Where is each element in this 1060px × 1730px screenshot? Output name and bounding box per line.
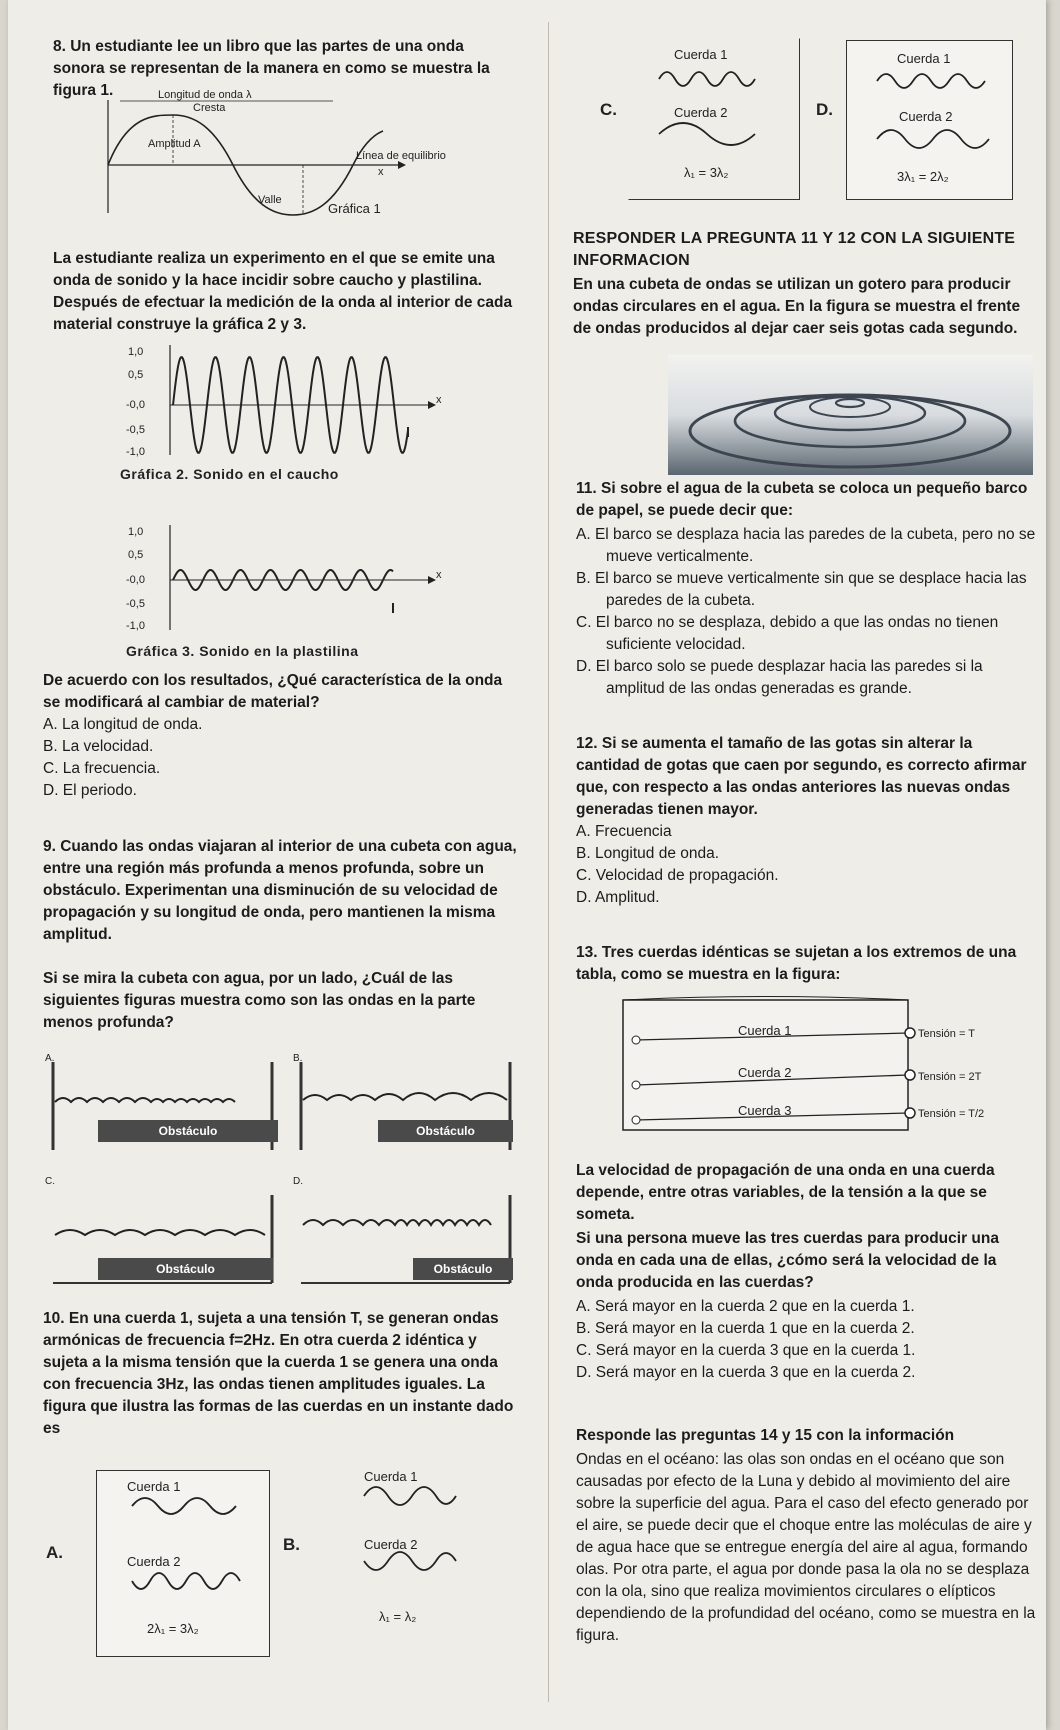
q10-d-equation: 3λ₁ = 2λ₂ bbox=[897, 169, 949, 184]
q9-fig-a-letter[interactable]: A. bbox=[45, 1053, 55, 1064]
q8-intro bbox=[53, 36, 518, 102]
q9-fig-a-obstacle: Obstáculo bbox=[98, 1120, 278, 1142]
q9-fig-c-letter[interactable]: C. bbox=[45, 1176, 55, 1187]
q13-option-c[interactable]: C. Será mayor en la cuerda 3 que en la cuerda 1. bbox=[576, 1342, 916, 1359]
info-14-title: Responde las preguntas 14 y 15 con la información bbox=[576, 1427, 955, 1444]
q10-a-equation: 2λ₁ = 3λ₂ bbox=[147, 1621, 199, 1636]
q10-d-strings bbox=[847, 41, 1012, 199]
figure-1-caption: Gráfica 1 bbox=[328, 201, 381, 216]
q10-option-b-letter[interactable]: B. bbox=[283, 1535, 300, 1554]
q8-question bbox=[43, 670, 523, 802]
amplitude-label: Amplitud A bbox=[148, 138, 201, 150]
figure-1-wave bbox=[98, 89, 446, 220]
q8-option-c[interactable]: C. La frecuencia. bbox=[43, 760, 161, 777]
wavelength-label: Longitud de onda λ bbox=[158, 89, 252, 101]
q13-option-d[interactable]: D. Será mayor en la cuerda 3 que en la cuerda 2. bbox=[576, 1364, 916, 1381]
g2-tick-4: -0,5 bbox=[126, 424, 145, 436]
q10-b-strings bbox=[309, 1461, 479, 1661]
q9 bbox=[43, 836, 523, 1034]
q9-fig-d-letter[interactable]: D. bbox=[293, 1176, 303, 1187]
crest-label: Cresta bbox=[193, 102, 226, 114]
q10-option-d-box[interactable] bbox=[846, 40, 1013, 200]
q13-cuerda1: Cuerda 1 bbox=[738, 1023, 792, 1038]
q8-option-d[interactable]: D. El periodo. bbox=[43, 782, 137, 799]
q12-option-a[interactable]: A. Frecuencia bbox=[576, 823, 672, 840]
q8-text bbox=[53, 248, 523, 336]
q10-text: 10. En una cuerda 1, sujeta a una tensión T, se generan ondas armónicas de frecuencia f=2Hz. En otra cuerda 2 idéntica y sujeta a la misma tensión que la cuerda 1 se genera una onda con frecuencia 3Hz, las ondas tienen amplitudes iguales. La figura que ilustra las formas de las cuerdas en un instante dado es bbox=[43, 1310, 514, 1437]
ripple-tank-image bbox=[668, 355, 1033, 475]
trough-label: Valle bbox=[258, 194, 282, 206]
info-14-15 bbox=[576, 1425, 1036, 1647]
q10-option-a-letter[interactable]: A. bbox=[46, 1543, 63, 1562]
q10-d-cuerda1: Cuerda 1 bbox=[897, 51, 951, 66]
q9-fig-b-obstacle: Obstáculo bbox=[378, 1120, 513, 1142]
q10-option-d-letter[interactable]: D. bbox=[816, 100, 833, 119]
q10-b-cuerda1: Cuerda 1 bbox=[364, 1469, 418, 1484]
q13-tension2: Tensión = 2T bbox=[918, 1071, 982, 1083]
q10-a-strings bbox=[97, 1471, 269, 1656]
q10-d-cuerda2: Cuerda 2 bbox=[899, 109, 953, 124]
info-11-title: RESPONDER LA PREGUNTA 11 Y 12 CON LA SIGUIENTE INFORMACION bbox=[573, 230, 1016, 269]
q10-a-cuerda1: Cuerda 1 bbox=[127, 1479, 181, 1494]
q11-question: 11. Si sobre el agua de la cubeta se coloca un pequeño barco de papel, se puede decir que: bbox=[576, 480, 1028, 519]
q13-text-2: Si una persona mueve las tres cuerdas para producir una onda en cada una de ellas, ¿cómo será la velocidad de la onda producida en las cuerdas? bbox=[576, 1230, 999, 1291]
exam-sheet bbox=[8, 0, 1046, 1730]
q13-tension1: Tensión = T bbox=[918, 1028, 975, 1040]
q13-body bbox=[576, 1160, 1036, 1384]
q10-c-equation: λ₁ = 3λ₂ bbox=[684, 165, 729, 180]
q13-option-a[interactable]: A. Será mayor en la cuerda 2 que en la cuerda 1. bbox=[576, 1298, 915, 1315]
q11 bbox=[576, 478, 1036, 700]
q10-b-cuerda2: Cuerda 2 bbox=[364, 1537, 418, 1552]
g2-tick-2: 0,5 bbox=[128, 369, 144, 381]
q12-option-c[interactable]: C. Velocidad de propagación. bbox=[576, 867, 779, 884]
g3-tick-4: -0,5 bbox=[126, 598, 145, 610]
g3-tick-5: -1,0 bbox=[126, 620, 145, 632]
q8-option-b[interactable]: B. La velocidad. bbox=[43, 738, 154, 755]
q11-option-b[interactable]: B. El barco se mueve verticalmente sin que se desplace hacia las paredes de la cubeta. bbox=[576, 570, 1027, 609]
q10-c-cuerda1: Cuerda 1 bbox=[674, 47, 728, 62]
q8-question-text: De acuerdo con los resultados, ¿Qué característica de la onda se modificará al cambiar de material? bbox=[43, 672, 503, 711]
g2-tick-3: -0,0 bbox=[126, 399, 145, 411]
q13-text-1: La velocidad de propagación de una onda en una cuerda depende, entre otras variables, de la tensión a la que se someta. bbox=[576, 1162, 995, 1223]
info-14-text: Ondas en el océano: las olas son ondas en el océano que son causadas por efecto de la Luna y debido al movimiento del aire sobre la superficie del agua. Para el caso del efecto generado por el aire, se puede decir que el choque entre las moléculas de aire y de agua hace que se entregue energía del aire al agua, formando olas. Por otra parte, el agua por donde pasa la ola no se desplaza con la ola, sino que realiza movimientos circulares o elípticos dependiendo de la profundidad del océano, como se muestra en la figura. bbox=[576, 1451, 1036, 1644]
column-divider bbox=[548, 22, 549, 1702]
g3-x-label: x bbox=[436, 569, 442, 581]
q13-cuerda2: Cuerda 2 bbox=[738, 1065, 792, 1080]
g3-tick-2: 0,5 bbox=[128, 549, 144, 561]
q13-cuerda3: Cuerda 3 bbox=[738, 1103, 792, 1118]
q9-text-2: Si se mira la cubeta con agua, por un lado, ¿Cuál de las siguientes figuras muestra como son las ondas en la parte menos profunda? bbox=[43, 970, 476, 1031]
q10-option-c-box[interactable] bbox=[628, 38, 800, 200]
info-11-text: En una cubeta de ondas se utilizan un gotero para producir ondas circulares en el agua. En la figura se muestra el frente de ondas producidos al dejar caer seis gotas cada segundo. bbox=[573, 276, 1021, 337]
q10 bbox=[43, 1308, 523, 1440]
q10-c-cuerda2: Cuerda 2 bbox=[674, 105, 728, 120]
q10-option-a-box[interactable] bbox=[96, 1470, 270, 1657]
q10-c-strings bbox=[629, 39, 799, 199]
q9-fig-b-letter[interactable]: B. bbox=[293, 1053, 303, 1064]
q10-b-equation: λ₁ = λ₂ bbox=[379, 1609, 417, 1624]
q8-option-a[interactable]: A. La longitud de onda. bbox=[43, 716, 203, 733]
q9-fig-c-obstacle: Obstáculo bbox=[98, 1258, 273, 1280]
graph-3-clay bbox=[118, 525, 448, 650]
q10-a-cuerda2: Cuerda 2 bbox=[127, 1554, 181, 1569]
q13-option-b[interactable]: B. Será mayor en la cuerda 1 que en la cuerda 2. bbox=[576, 1320, 915, 1337]
graph-3-caption: Gráfica 3. Sonido en la plastilina bbox=[126, 643, 359, 659]
g3-tick-1: 1,0 bbox=[128, 526, 144, 538]
q8-intro-text: 8. Un estudiante lee un libro que las partes de una onda sonora se representan de la manera en como se muestra la figura 1. bbox=[53, 38, 490, 99]
q9-fig-d-obstacle: Obstáculo bbox=[413, 1258, 513, 1280]
g2-x-label: x bbox=[436, 394, 442, 406]
q8-experiment-text: La estudiante realiza un experimento en el que se emite una onda de sonido y la hace incidir sobre caucho y plastilina. Después de efectuar la medición de la onda al interior de cada material construye la gráfica 2 y 3. bbox=[53, 250, 513, 333]
q11-option-c[interactable]: C. El barco no se desplaza, debido a que las ondas no tienen suficiente velocidad. bbox=[576, 614, 999, 653]
g3-tick-3: -0,0 bbox=[126, 574, 145, 586]
g2-tick-1: 1,0 bbox=[128, 346, 144, 358]
graph-2-caption: Gráfica 2. Sonido en el caucho bbox=[120, 466, 339, 482]
g2-tick-5: -1,0 bbox=[126, 446, 145, 458]
q10-option-c-letter[interactable]: C. bbox=[600, 100, 617, 119]
x-label: x bbox=[378, 166, 384, 178]
q13-question: 13. Tres cuerdas idénticas se sujetan a los extremos de una tabla, como se muestra en la figura: bbox=[576, 944, 1017, 983]
graph-2-rubber bbox=[118, 345, 448, 475]
q12-option-b[interactable]: B. Longitud de onda. bbox=[576, 845, 720, 862]
q12-option-d[interactable]: D. Amplitud. bbox=[576, 889, 660, 906]
q13-tension3: Tensión = T/2 bbox=[918, 1108, 985, 1120]
q11-option-d[interactable]: D. El barco solo se puede desplazar hacia las paredes si la amplitud de las ondas generadas es grande. bbox=[576, 658, 983, 697]
q9-text-1: 9. Cuando las ondas viajaran al interior de una cubeta con agua, entre una región más profunda a menos profunda, sobre un obstáculo. Experimentan una disminución de su velocidad de propagación y su longitud de onda, pero mantienen la misma amplitud. bbox=[43, 838, 517, 943]
q11-option-a[interactable]: A. El barco se desplaza hacia las paredes de la cubeta, pero no se mueve verticalmente. bbox=[576, 526, 1036, 565]
q13-board-figure bbox=[618, 995, 1028, 1135]
q10-option-b-box[interactable] bbox=[308, 1460, 480, 1662]
q12 bbox=[576, 733, 1036, 909]
equilibrium-label: Línea de equilibrio bbox=[356, 150, 446, 162]
info-11-12 bbox=[573, 228, 1035, 340]
q13 bbox=[576, 942, 1036, 986]
q12-question: 12. Si se aumenta el tamaño de las gotas sin alterar la cantidad de gotas que caen por segundo, es correcto afirmar que, con respecto a las ondas anteriores las nuevas ondas generadas tienen mayor. bbox=[576, 735, 1027, 818]
